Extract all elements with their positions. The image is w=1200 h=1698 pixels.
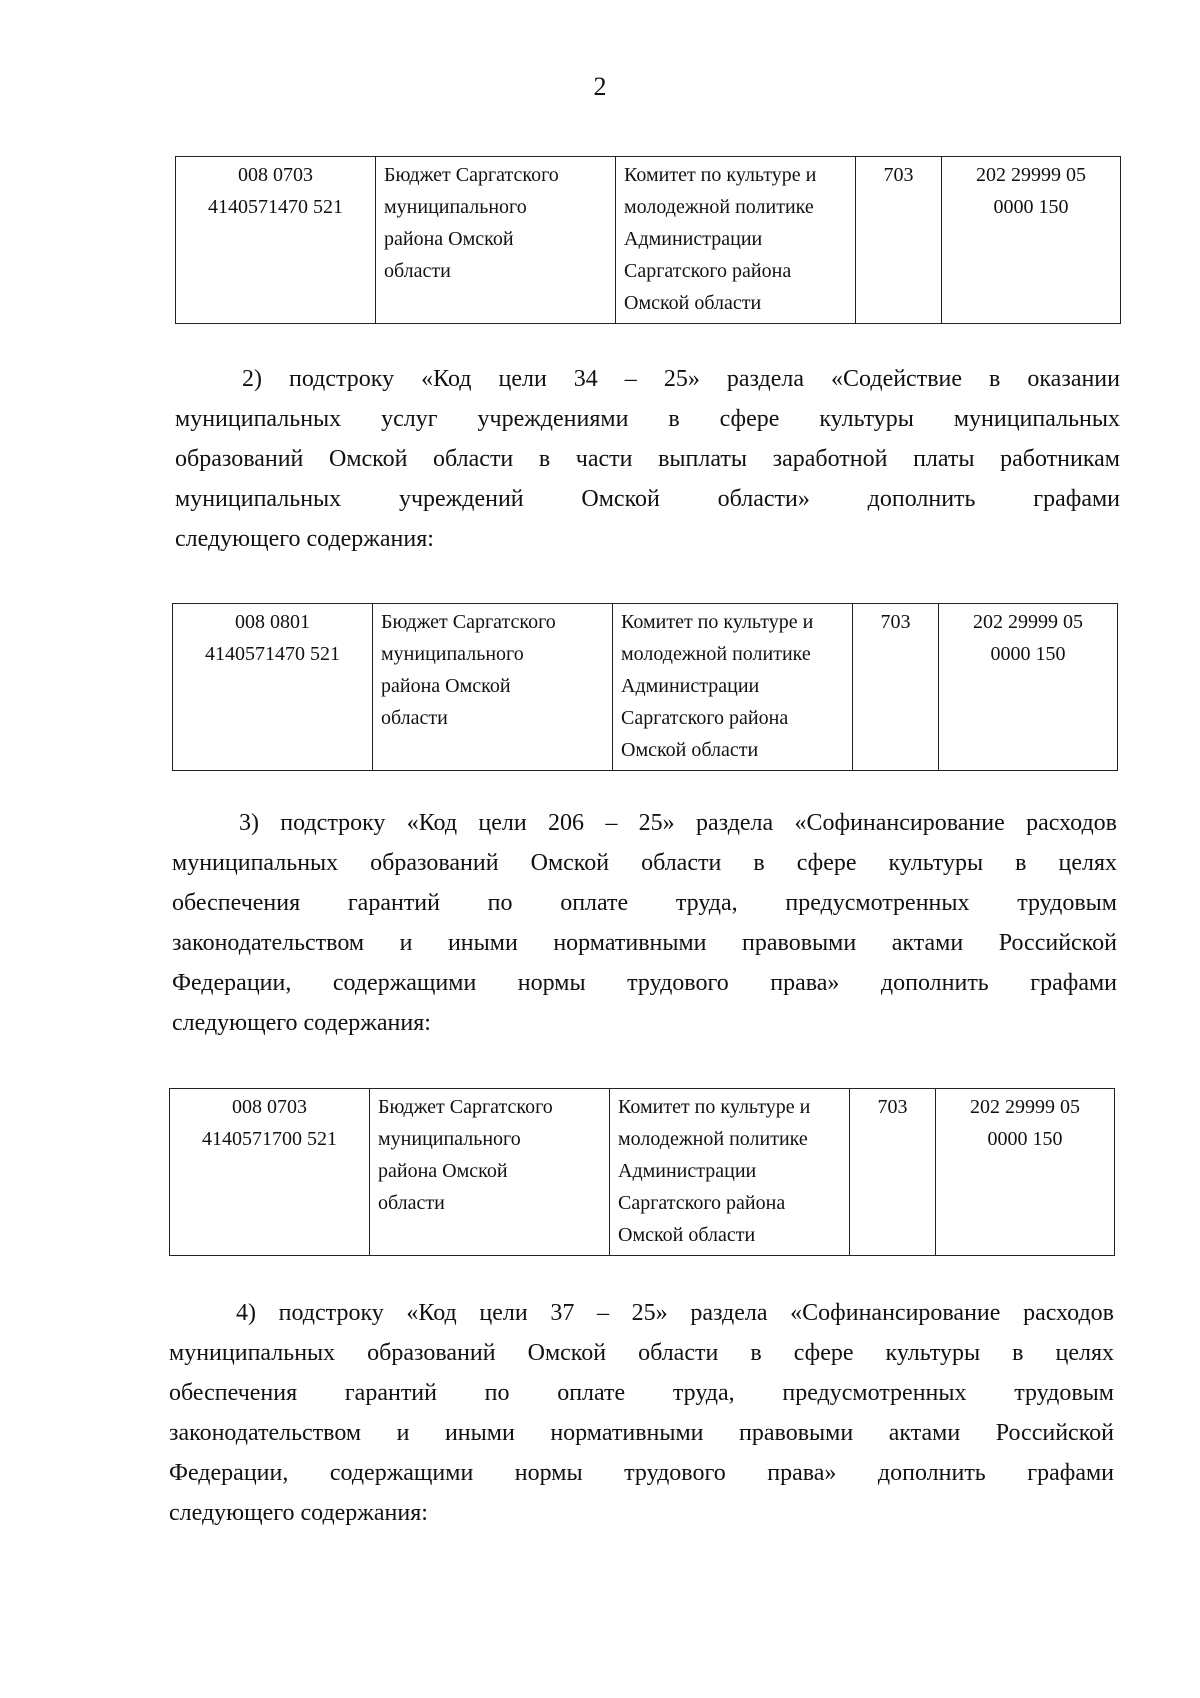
- paragraph-line: Федерации, содержащими нормы трудового права» дополнить графами: [172, 970, 1117, 996]
- paragraph-line: образований Омской области в части выплаты заработной платы работникам: [175, 446, 1120, 472]
- org-line: молодежной политике: [624, 196, 814, 218]
- cell-organization: [616, 157, 856, 324]
- code-line: 4140571700 521: [202, 1128, 337, 1150]
- budget-line: муниципального: [381, 643, 524, 665]
- org-line: Саргатского района: [621, 707, 789, 729]
- page-number: 2: [593, 72, 607, 101]
- budget-line: области: [381, 707, 448, 729]
- budget-line: муниципального: [384, 196, 527, 218]
- code-line: 008 0703: [232, 1096, 307, 1118]
- paragraph-line: 2) подстроку «Код цели 34 – 25» раздела «Содействие в оказании: [242, 366, 1120, 392]
- cell-admin-code: 703: [856, 157, 942, 324]
- code-line: 4140571470 521: [205, 643, 340, 665]
- org-line: Саргатского района: [624, 260, 792, 282]
- kbk-line: 202 29999 05: [976, 164, 1086, 186]
- org-line: Администрации: [621, 675, 760, 697]
- cell-organization: [613, 604, 853, 771]
- code-line: 008 0703: [238, 164, 313, 186]
- org-line: Саргатского района: [618, 1192, 786, 1214]
- kbk-line: 202 29999 05: [973, 611, 1083, 633]
- paragraph-line: Федерации, содержащими нормы трудового права» дополнить графами: [169, 1460, 1114, 1486]
- kbk-line: 0000 150: [987, 1128, 1063, 1150]
- org-line: Администрации: [624, 228, 763, 250]
- paragraph-line: законодательством и иными нормативными правовыми актами Российской: [172, 930, 1117, 956]
- budget-line: муниципального: [378, 1128, 521, 1150]
- org-line: Омской области: [624, 292, 762, 314]
- cell-kbk: [942, 157, 1121, 324]
- paragraph-line: обеспечения гарантий по оплате труда, предусмотренных трудовым: [169, 1380, 1114, 1406]
- kbk-line: 0000 150: [993, 196, 1069, 218]
- paragraph-4: [169, 1293, 1114, 1533]
- paragraph-line: муниципальных образований Омской области в сфере культуры в целях: [172, 850, 1117, 876]
- cell-kbk: [939, 604, 1118, 771]
- budget-line: Бюджет Саргатского: [381, 611, 556, 633]
- cell-admin-code: 703: [850, 1089, 936, 1256]
- kbk-line: 0000 150: [990, 643, 1066, 665]
- cell-admin-code: 703: [853, 604, 939, 771]
- paragraph-line: следующего содержания:: [169, 1500, 428, 1526]
- cell-kbk: [936, 1089, 1115, 1256]
- org-line: Омской области: [621, 739, 759, 761]
- cell-code: [170, 1089, 370, 1256]
- paragraph-line: муниципальных учреждений Омской области» дополнить графами: [175, 486, 1120, 512]
- cell-organization: [610, 1089, 850, 1256]
- paragraph-line: законодательством и иными нормативными правовыми актами Российской: [169, 1420, 1114, 1446]
- budget-line: области: [378, 1192, 445, 1214]
- kbk-line: 202 29999 05: [970, 1096, 1080, 1118]
- paragraph-line: следующего содержания:: [172, 1010, 431, 1036]
- paragraph-line: следующего содержания:: [175, 526, 434, 552]
- org-line: Комитет по культуре и: [624, 164, 817, 186]
- org-line: молодежной политике: [621, 643, 811, 665]
- paragraph-line: 3) подстроку «Код цели 206 – 25» раздела «Софинансирование расходов: [239, 810, 1117, 836]
- cell-budget: [370, 1089, 610, 1256]
- paragraph-3: [172, 803, 1117, 1043]
- budget-line: Бюджет Саргатского: [378, 1096, 553, 1118]
- org-line: Комитет по культуре и: [618, 1096, 811, 1118]
- org-line: Комитет по культуре и: [621, 611, 814, 633]
- paragraph-line: муниципальных услуг учреждениями в сфере культуры муниципальных: [175, 406, 1120, 432]
- cell-budget: [373, 604, 613, 771]
- cell-code: [173, 604, 373, 771]
- code-table-3: [169, 1088, 1115, 1256]
- code-line: 008 0801: [235, 611, 310, 633]
- paragraph-2: [175, 359, 1120, 559]
- budget-line: области: [384, 260, 451, 282]
- code-table-2: [172, 603, 1118, 771]
- budget-line: района Омской: [381, 675, 511, 697]
- org-line: Администрации: [618, 1160, 757, 1182]
- paragraph-line: обеспечения гарантий по оплате труда, предусмотренных трудовым: [172, 890, 1117, 916]
- budget-line: района Омской: [384, 228, 514, 250]
- cell-code: [176, 157, 376, 324]
- code-table-1: [175, 156, 1121, 324]
- budget-line: района Омской: [378, 1160, 508, 1182]
- paragraph-line: муниципальных образований Омской области в сфере культуры в целях: [169, 1340, 1114, 1366]
- code-line: 4140571470 521: [208, 196, 343, 218]
- org-line: Омской области: [618, 1224, 756, 1246]
- org-line: молодежной политике: [618, 1128, 808, 1150]
- budget-line: Бюджет Саргатского: [384, 164, 559, 186]
- cell-budget: [376, 157, 616, 324]
- paragraph-line: 4) подстроку «Код цели 37 – 25» раздела «Софинансирование расходов: [236, 1300, 1114, 1326]
